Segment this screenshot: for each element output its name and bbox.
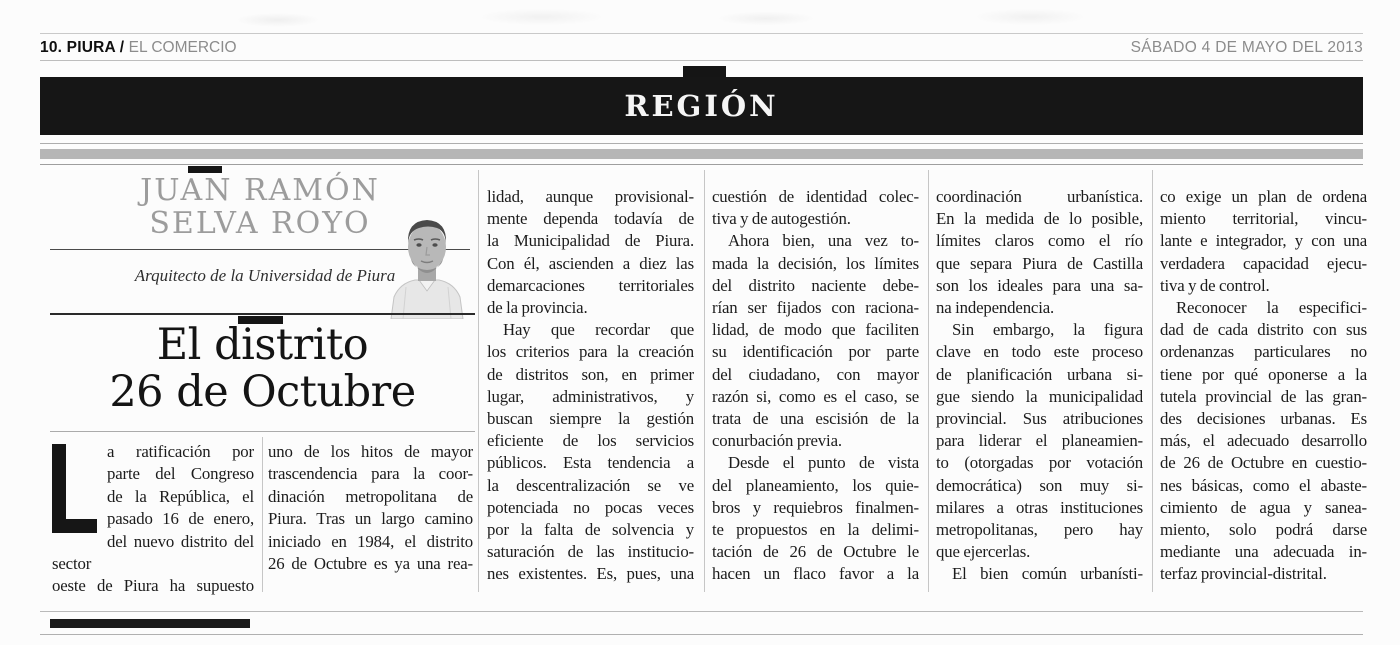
article-column-3 — [487, 186, 694, 586]
under-headline-rule — [50, 431, 475, 432]
text-line: son los ideales para una sa- — [936, 275, 1143, 295]
text-line: razón si, como es el caso, se — [712, 386, 919, 406]
text-line: provincial. Sus atribuciones — [936, 409, 1143, 429]
text-line: eficiente de los servicios — [487, 431, 694, 451]
text-line: del distrito naciente debe- — [712, 275, 919, 295]
text-line: del planeamiento, los quie- — [712, 475, 919, 495]
column-divider — [1152, 170, 1153, 592]
text-line: a ratificación por — [107, 442, 254, 461]
section-tab-marker — [683, 66, 726, 77]
text-line: del ciudadano, con mayor — [712, 364, 919, 384]
column-divider — [928, 170, 929, 592]
article-column-6 — [1160, 186, 1367, 586]
footer-marker-bar — [50, 619, 250, 628]
author-photo — [383, 207, 471, 319]
text-line: que separa Piura de Castilla — [936, 253, 1143, 273]
footer-rule-top — [40, 611, 1363, 612]
text-line: En la medida de lo posible, — [936, 209, 1143, 229]
text-line: gue siendo la municipalidad — [936, 386, 1143, 406]
column-text — [936, 186, 1143, 586]
byline-tab-marker — [188, 166, 222, 173]
article-column-4 — [712, 186, 919, 586]
text-line: verdadera capacidad ejecu- — [1160, 253, 1367, 273]
text-line: dad de cada distrito con sus — [1160, 320, 1367, 340]
print-bleed-artifact — [40, 2, 1360, 32]
text-line: de la República, el — [107, 486, 254, 506]
text-line: trascendencia para la coor- — [268, 464, 473, 484]
text-line: co exige un plan de ordena — [1160, 187, 1367, 206]
text-line: mada la decisión, los límites — [712, 253, 919, 273]
footer-rule-bottom — [40, 634, 1363, 635]
text-line: Hay que recordar que — [503, 320, 694, 340]
column-text — [268, 441, 473, 575]
text-line: saturación de las institucio- — [487, 542, 694, 562]
headline-line2: 26 de Octubre — [109, 367, 416, 417]
text-line: Sin embargo, la figura — [952, 320, 1143, 340]
column-divider — [704, 170, 705, 592]
text-line: por la falta de solvencia y — [487, 520, 694, 540]
text-line: mediante una adecuada in- — [1160, 542, 1367, 562]
text-line: cimiento de agua y sanea- — [1160, 497, 1367, 517]
text-line: tiva y de autogestión. — [712, 209, 851, 229]
text-line: Reconocer la especifici- — [1176, 298, 1367, 318]
article-column-5 — [936, 186, 1143, 586]
section-banner — [40, 77, 1363, 135]
text-line: uno de los hitos de mayor — [268, 442, 473, 461]
text-line: tutela provincial de las gran- — [1160, 386, 1367, 406]
text-line: su identificación por parte — [712, 342, 919, 362]
author-role: Arquitecto de la Universidad de Piura — [134, 266, 396, 285]
text-line: para liderar el planeamien- — [936, 431, 1143, 451]
text-line: des decisiones urbanas. Es — [1160, 409, 1367, 429]
author-name-line2: SELVA ROYO — [149, 206, 371, 241]
text-line: Con él, ascienden a diez las — [487, 253, 694, 273]
text-line: lante e integrador, y con una — [1160, 231, 1367, 251]
drop-cap — [52, 444, 97, 533]
text-line: bros y requiebros finalmen- — [712, 497, 919, 517]
text-line: demarcaciones territoriales — [487, 275, 694, 295]
text-line: tiva y de control. — [1160, 275, 1270, 295]
column-divider — [478, 170, 479, 592]
text-line: lidad, de modo que faciliten — [712, 320, 919, 340]
text-line: de 26 de Octubre en cuestio- — [1160, 453, 1367, 473]
header-rule — [40, 60, 1363, 61]
text-line: iniciado en 1984, el distrito — [268, 531, 473, 551]
headline — [50, 322, 475, 416]
text-line: de distritos son, en primer — [487, 364, 694, 384]
text-line: coordinación urbanística. — [936, 187, 1143, 206]
separator-bar — [40, 149, 1363, 159]
text-line: la descentralización se ve — [487, 475, 694, 495]
text-line: democrática) son muy si- — [936, 475, 1143, 495]
text-line: cuestión de identidad colec- — [712, 187, 919, 206]
text-line: de planificación urbana si- — [936, 364, 1143, 384]
column-text — [487, 186, 694, 586]
column-divider — [262, 437, 263, 592]
text-line: del nuevo distrito del sector — [52, 531, 254, 574]
text-line: parte del Congreso — [107, 464, 254, 484]
text-line: los criterios para la creación — [487, 342, 694, 362]
headline-top-rule — [50, 313, 475, 315]
top-rule — [40, 33, 1363, 34]
text-line: metropolitanas, pero hay — [936, 520, 1143, 540]
text-line: clave en todo este proceso — [936, 342, 1143, 362]
text-line: milares a otras instituciones — [936, 497, 1143, 517]
text-line: pasado 16 de enero, — [107, 509, 254, 529]
text-line: te propuestos en la delimi- — [712, 520, 919, 540]
text-line: que ejercerlas. — [936, 542, 1031, 562]
text-line: Ahora bien, una vez to- — [728, 231, 919, 251]
text-line: la Municipalidad de Piura. — [487, 231, 694, 251]
text-line: to (otorgadas por votación — [936, 453, 1143, 473]
text-line: rían ser fijados con raciona- — [712, 298, 919, 318]
text-line: límites claros como el río — [936, 231, 1143, 251]
column-text — [1160, 186, 1367, 586]
text-line: miento territorial, vincu- — [1160, 209, 1367, 229]
text-line: dinación metropolitana de — [268, 486, 473, 506]
text-line: na independencia. — [936, 298, 1055, 318]
text-line: Desde el punto de vista — [728, 453, 919, 473]
text-line: lidad, aunque provisional- — [487, 187, 694, 206]
headline-line1: El distrito — [156, 320, 369, 370]
text-line: conurbación previa. — [712, 431, 842, 451]
text-line: mente dependa todavía de — [487, 209, 694, 229]
text-line: tiene por qué oponerse a la — [1160, 364, 1367, 384]
page-header-left — [40, 39, 237, 57]
newspaper-name: EL COMERCIO — [128, 39, 237, 56]
page-header — [40, 38, 1363, 58]
article-column-1 — [52, 441, 254, 598]
text-line: nes existentes. Es, pues, una — [487, 564, 694, 584]
text-line: Piura. Tras un largo camino — [268, 509, 473, 529]
separator-line-top — [40, 143, 1363, 144]
section-title: REGIÓN — [624, 89, 779, 123]
text-line: El bien común urbanísti- — [952, 564, 1143, 584]
page-number-section: 10. PIURA / — [40, 39, 125, 56]
text-line: más, el adecuado desarrollo — [1160, 431, 1367, 451]
article-column-2 — [268, 441, 473, 575]
edition-date: SÁBADO 4 DE MAYO DEL 2013 — [1130, 39, 1363, 56]
text-line: ordenanzas particulares no — [1160, 342, 1367, 362]
column-text — [712, 186, 919, 586]
text-line: públicos. Esta tendencia a — [487, 453, 694, 473]
text-line: de la provincia. — [487, 298, 588, 318]
author-name-line1: JUAN RAMÓN — [140, 173, 380, 208]
text-line: miento, solo podrá darse — [1160, 520, 1367, 540]
separator-line-bottom — [40, 164, 1363, 165]
text-line: potenciada no pocas veces — [487, 497, 694, 517]
text-line: nes básicas, como el abaste- — [1160, 475, 1367, 495]
text-line: lugar, administrativos, y — [487, 386, 694, 406]
text-line: buscan siempre la gestión — [487, 409, 694, 429]
text-line: trata de una escisión de la — [712, 409, 919, 429]
text-line: tación de 26 de Octubre le — [712, 542, 919, 562]
text-line: 26 de Octubre es ya una rea- — [268, 554, 473, 574]
text-line: hacen un flaco favor a la — [712, 564, 919, 584]
text-line: oeste de Piura ha supuesto — [52, 576, 254, 596]
text-line: terfaz provincial-distrital. — [1160, 564, 1327, 584]
